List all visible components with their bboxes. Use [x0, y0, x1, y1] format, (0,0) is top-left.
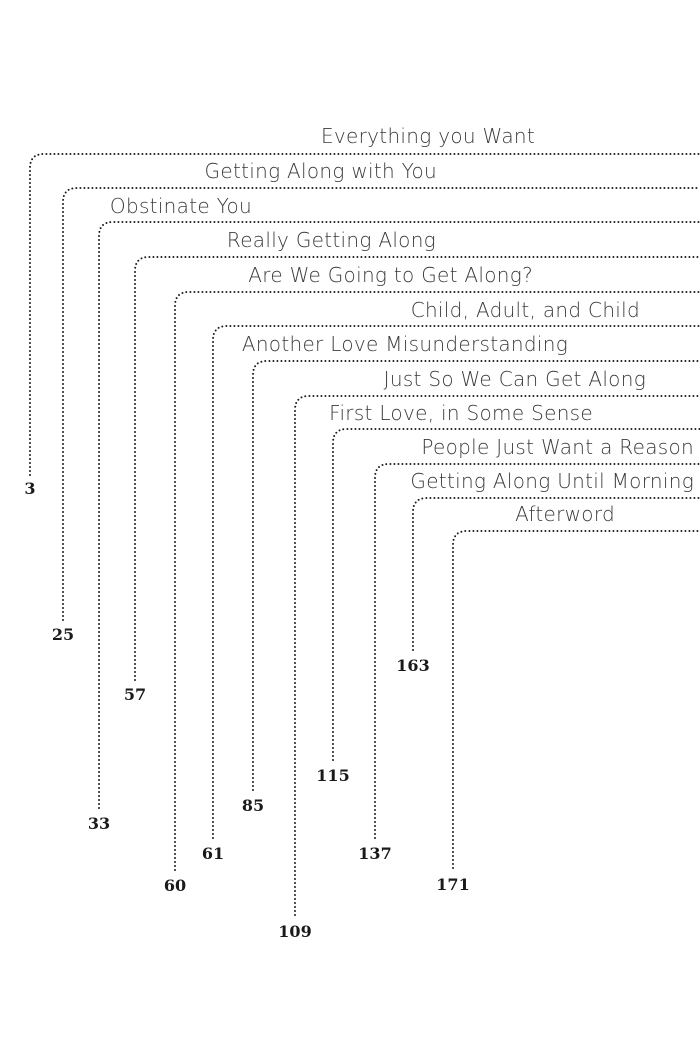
toc-page-7: 109: [278, 922, 312, 941]
toc-title-9: People Just Want a Reason: [421, 435, 694, 459]
toc-page-10: 163: [396, 656, 430, 675]
toc-page-0: 3: [24, 479, 36, 498]
toc-title-2: Obstinate You: [109, 194, 252, 218]
toc-title-5: Child, Adult, and Child: [410, 298, 640, 322]
toc-page-2: 33: [87, 814, 111, 833]
toc-leader-11: [453, 531, 700, 868]
toc-title-6: Another Love Misunderstanding: [241, 332, 568, 356]
toc-page-5: 61: [201, 844, 225, 863]
toc-page-4: 60: [163, 876, 187, 895]
toc-page-8: 115: [316, 766, 350, 785]
toc-titles: [110, 124, 694, 526]
toc-title-0: Everything you Want: [320, 124, 535, 148]
toc-page-numbers: [24, 479, 469, 941]
toc-page-11: 171: [436, 875, 470, 894]
toc-page-1: 25: [51, 625, 75, 644]
toc-title-3: Really Getting Along: [226, 228, 436, 252]
toc-title-8: First Love, in Some Sense: [329, 401, 593, 425]
toc-title-10: Getting Along Until Morning: [410, 469, 694, 493]
toc-leader-6: [253, 361, 700, 790]
toc-page-6: 85: [241, 796, 265, 815]
toc-page-9: 137: [358, 844, 392, 863]
toc-page-3: 57: [123, 685, 147, 704]
toc-title-7: Just So We Can Get Along: [383, 367, 646, 391]
toc-title-1: Getting Along with You: [204, 159, 437, 183]
toc-title-4: Are We Going to Get Along?: [248, 263, 533, 287]
toc-title-11: Afterword: [515, 502, 615, 526]
